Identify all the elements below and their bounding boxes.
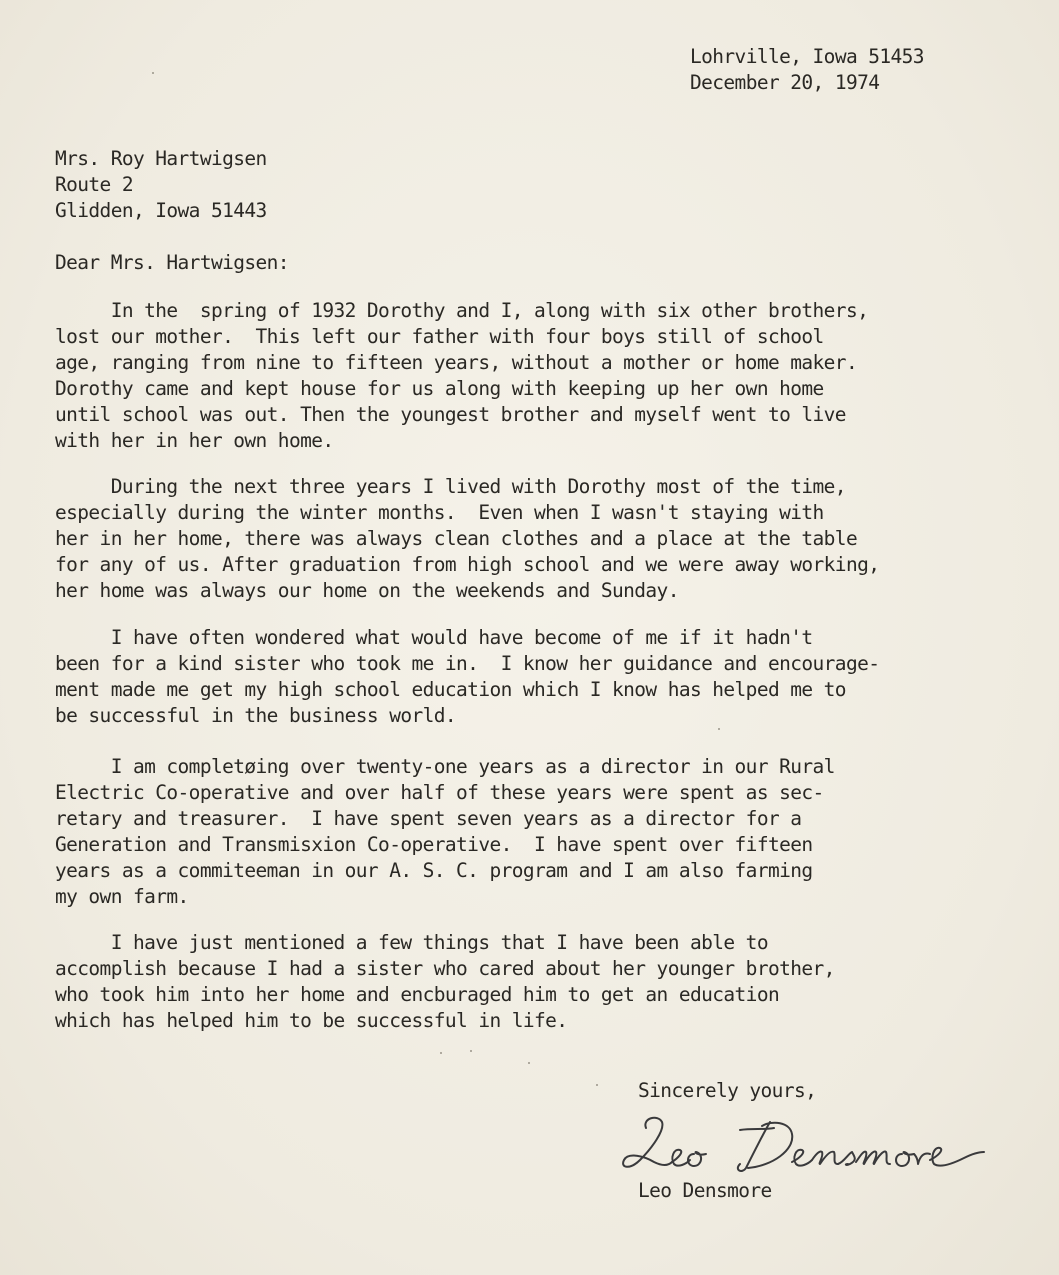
paragraph-line: been for a kind sister who took me in. I know her guidance and encourage- (55, 652, 880, 675)
recipient-route: Route 2 (55, 173, 133, 196)
paragraph-line: retary and treasurer. I have spent seven years as a director for a (55, 807, 802, 830)
closing: Sincerely yours, (638, 1079, 817, 1102)
letter-date: December 20, 1974 (690, 71, 880, 94)
paragraph-line: which has helped him to be successful in life. (55, 1009, 568, 1032)
paragraph-line: with her in her own home. (55, 429, 334, 452)
paragraph-1 (55, 298, 868, 454)
paragraph-line: Electric Co-operative and over half of these years were spent as sec- (55, 781, 824, 804)
paper-speck (470, 1050, 472, 1052)
paragraph-line: be successful in the business world. (55, 704, 457, 727)
paragraph-line: until school was out. Then the youngest brother and myself went to live (55, 403, 846, 426)
recipient-address (55, 146, 267, 224)
paragraph-3 (55, 625, 879, 729)
paragraph-line: Generation and Transmisxion Co-operative. I have spent over fifteen (55, 833, 813, 856)
paragraph-2 (55, 474, 879, 604)
sender-city-line: Lohrville, Iowa 51453 (690, 45, 924, 68)
paragraph-line: I have often wondered what would have become of me if it hadn't (55, 626, 813, 649)
paper-speck (152, 72, 154, 74)
paragraph-line: ment made me get my high school education which I know has helped me to (55, 678, 846, 701)
paper-speck (528, 1062, 530, 1064)
paragraph-line: her in her home, there was always clean clothes and a place at the table (55, 527, 858, 550)
paper-speck (718, 728, 720, 730)
paragraph-line: During the next three years I lived with Dorothy most of the time, (55, 475, 846, 498)
sender-address (690, 44, 924, 96)
paragraph-line: accomplish because I had a sister who cared about her younger brother, (55, 957, 835, 980)
paper-speck (440, 1052, 442, 1054)
paragraph-5 (55, 930, 835, 1034)
paragraph-line: her home was always our home on the weekends and Sunday. (55, 579, 679, 602)
salutation: Dear Mrs. Hartwigsen: (55, 251, 289, 274)
recipient-city-line: Glidden, Iowa 51443 (55, 199, 267, 222)
paragraph-line: years as a commiteeman in our A. S. C. program and I am also farming (55, 859, 813, 882)
paragraph-line: my own farm. (55, 885, 189, 908)
signer-name: Leo Densmore (638, 1179, 772, 1202)
paragraph-line: age, ranging from nine to fifteen years, without a mother or home maker. (55, 351, 858, 374)
paragraph-line: for any of us. After graduation from high school and we were away working, (55, 553, 880, 576)
recipient-name: Mrs. Roy Hartwigsen (55, 147, 267, 170)
paragraph-4 (55, 754, 835, 910)
paragraph-line: Dorothy came and kept house for us along with keeping up her own home (55, 377, 824, 400)
paper-speck (596, 1084, 598, 1086)
paragraph-line: lost our mother. This left our father with four boys still of school (55, 325, 824, 348)
paragraph-line: I am completøing over twenty-one years as a director in our Rural (55, 755, 835, 778)
handwritten-signature (612, 1108, 992, 1188)
paragraph-line: In the spring of 1932 Dorothy and I, along with six other brothers, (55, 299, 869, 322)
paragraph-line: especially during the winter months. Even when I wasn't staying with (55, 501, 824, 524)
paragraph-line: who took him into her home and encburaged him to get an education (55, 983, 780, 1006)
paragraph-line: I have just mentioned a few things that I have been able to (55, 931, 768, 954)
